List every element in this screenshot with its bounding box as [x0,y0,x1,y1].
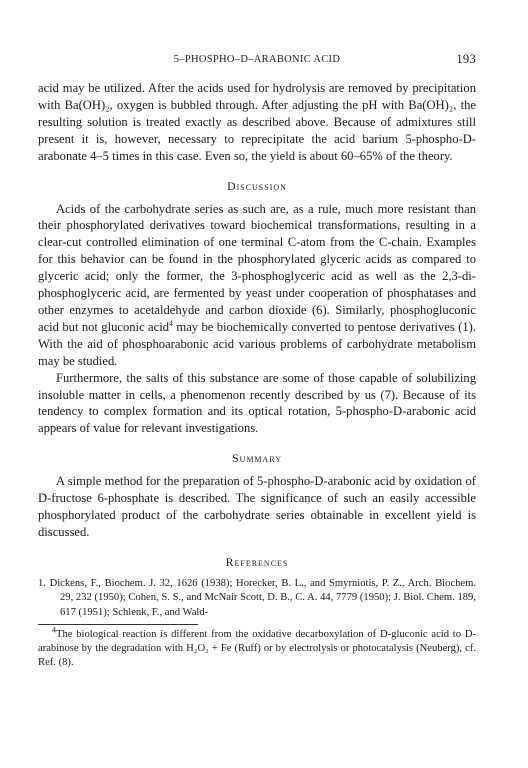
discussion-paragraph-2: Furthermore, the salts of this substance are some of those capable of solubilizing insoluble matter in cells, a phenomenon recently described by us (7). Because of its tendency to complex formation and its optical rotation, 5-phospho-D-arabonic acid appears of value for relevant investigations. [38,370,476,436]
summary-heading: Summary [231,451,282,466]
reference-item: 1. Dickens, F., Biochem. J. 32, 1626 (1938); Horecker, B. L., and Smyrniotis, P. Z., Arch. Biochem. 29, 232 (1950); Cohen, S. S., and McNair Scott, D. B., C. A. 44, 7779 (1950); J. Biol. Chem. 189, 617 (1951); Schlenk, F., and Wald- [38,577,476,618]
intro-paragraph: acid may be utilized. After the acids used for hydrolysis are removed by precipitation with Ba(OH)₂, oxygen is bubbled through. After adjusting the pH with Ba(OH)₂, the resulting solution is treated exactly as described above. Because of admixtures still present it is, however, necessary to reprecipitate the acid barium 5-phospho-D-arabonate 4–5 times in this case. Even so, the yield is about 60–65% of the theory. [38,81,476,163]
discussion-heading: Discussion [227,178,287,193]
discussion-paragraph-1-part-b: may be biochemically converted to pentose derivatives (1). With the aid of phosphoarabonic acid various problems of carbohydrate metabolism may be studied. [38,319,476,368]
footnote-reference: 4 [169,318,174,328]
footnote [38,625,476,669]
reference-list [38,577,476,620]
footnote-marker: 4 [52,625,56,635]
summary-paragraph: A simple method for the preparation of 5-phospho-D-arabonic acid by oxidation of D-fructose 6-phosphate is described. The significance of such an easily accessible phosphorylated product of the carbohydrate series obtainable in excellent yield is discussed. [38,474,476,539]
footnote-text: The biological reaction is different from the oxidative decarboxylation of D-gluconic acid to D-arabinose by the degradation with H₂O₂ + Fe (Ruff) or by electrolysis or photocatalysis (Neuberg), cf. Ref. (8). [38,629,476,668]
references-heading: References [225,554,289,569]
running-title: 5–PHOSPHO–D–ARABONIC ACID [173,54,341,65]
page-number: 193 [456,52,476,66]
footnote-divider [38,624,198,625]
discussion-paragraph-1 [38,201,476,370]
running-header [38,52,476,70]
discussion-paragraph-1-part-a: Acids of the carbohydrate series as such are, as a rule, much more resistant than their phosphorylated derivatives toward biochemical transformations, resulting in a clear-cut controlled elimination of one terminal C-atom from the C-chain. Examples for this behavior can be found in the phosphorylated glyceric acids as compared to glyceric acid; only the former, the 3-phosphoglyceric acid as well as the 2,3-di-phosphoglyceric acid, are fermented by yeast under cooperation of phosphatases and other enzymes to acetaldehyde and carbon dioxide (6). Similarly, phosphogluconic acid but not gluconic acid [38,201,476,334]
book-page [38,52,476,669]
